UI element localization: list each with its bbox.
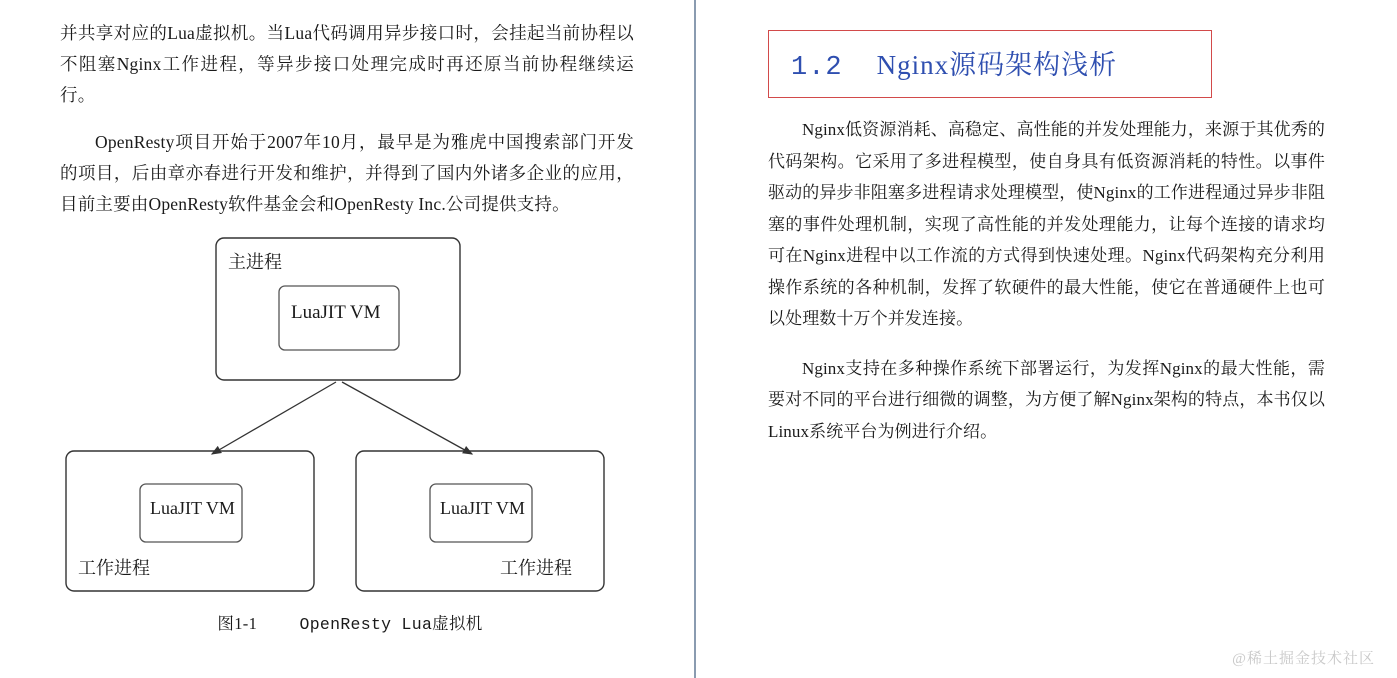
worker-left-label: 工作进程 [78,558,150,578]
worker-left-vm-label: LuaJIT VM [150,498,235,518]
arrow-master-to-worker-left [212,382,336,454]
worker-right-label: 工作进程 [500,558,572,578]
right-paragraph-1: Nginx低资源消耗、高稳定、高性能的并发处理能力，来源于其优秀的代码架构。它采用了多进程模型，使自身具有低资源消耗的特性。以事件驱动的异步非阻塞多进程请求处理模型，使Nginx的工作进程通过异步非阻塞的事件处理机制，实现了高性能的并发处理能力，让每个连接的请求均可在Nginx进程中以工作流的方式得到快速处理。Nginx代码架构充分利用操作系统的各种机制，发挥了软硬件的最大性能，使它在普通硬件上也可以处理数十万个并发连接。 [768,120,1325,328]
figure-caption-number: 图1-1 [217,614,258,633]
master-process-label: 主进程 [228,252,282,272]
figure-caption-text: OpenResty Lua虚拟机 [299,615,483,634]
right-paragraph-2: Nginx支持在多种操作系统下部署运行，为发挥Nginx的最大性能，需要对不同的平台进行细微的调整，为方便了解Nginx架构的特点，本书仅以Linux系统平台为例进行介绍。 [768,358,1325,441]
arrow-master-to-worker-right [342,382,472,454]
figure-caption [60,610,640,634]
right-column [696,0,1397,678]
master-vm-label: LuaJIT VM [291,302,381,323]
figure-diagram-svg [64,236,644,596]
left-column [0,0,694,678]
section-heading [768,30,1212,98]
section-heading-title: Nginx源码架构浅析 [876,50,1118,80]
worker-right-vm-label: LuaJIT VM [440,498,525,518]
watermark: @稀土掘金技术社区 [1232,651,1375,667]
section-heading-number: 1.2 [791,53,843,83]
figure-openresty-lua-vm [64,236,644,596]
left-paragraph-1: 并共享对应的Lua虚拟机。当Lua代码调用异步接口时，会挂起当前协程以不阻塞Nginx工作进程，等异步接口处理完成时再还原当前协程继续运行。 [60,23,634,105]
left-paragraph-2: OpenResty项目开始于2007年10月，最早是为雅虎中国搜索部门开发的项目，后由章亦春进行开发和维护，并得到了国内外诸多企业的应用，目前主要由OpenResty软件基金会和OpenResty Inc.公司提供支持。 [60,132,634,214]
